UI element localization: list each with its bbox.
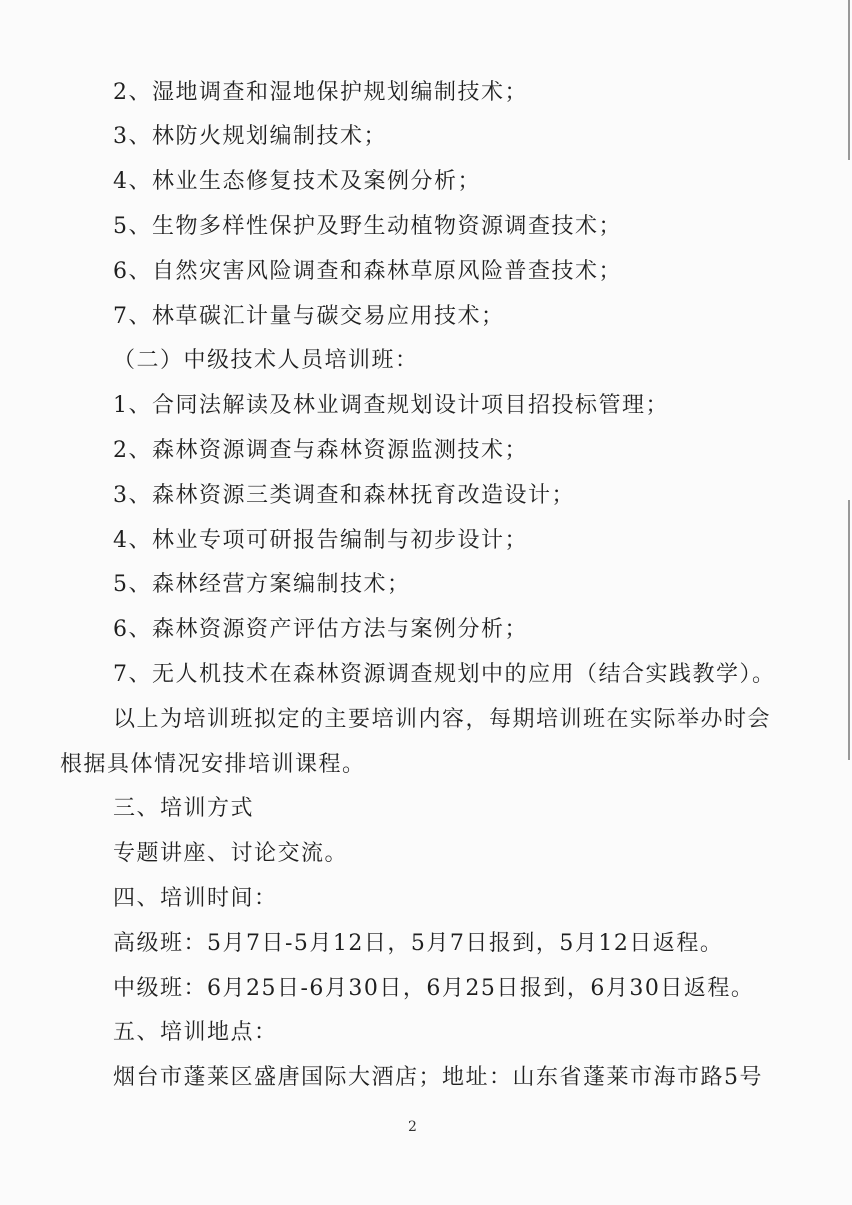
senior-class-schedule: 高级班：5月7日-5月12日，5月7日报到，5月12日返程。: [113, 931, 724, 956]
list-item-feasibility-report: 4、林业专项可研报告编制与初步设计；: [113, 528, 528, 553]
section-heading-intermediate-class: （二）中级技术人员培训班：: [113, 348, 419, 373]
list-item-class-three-survey: 3、森林资源三类调查和森林抚育改造设计；: [113, 483, 575, 508]
paragraph-line-1: 以上为培训班拟定的主要培训内容，每期培训班在实际举办时会: [113, 707, 772, 732]
section-heading-training-method: 三、培训方式: [113, 796, 255, 821]
list-item-contract-law: 1、合同法解读及林业调查规划设计项目招投标管理；: [113, 393, 669, 418]
list-item-disaster-risk: 6、自然灾害风险调查和森林草原风险普查技术；: [113, 259, 622, 284]
page-number: 2: [408, 1119, 417, 1135]
list-item-management-plan: 5、森林经营方案编制技术；: [113, 572, 411, 597]
list-item-fire-prevention: 3、林防火规划编制技术；: [113, 124, 387, 149]
intermediate-class-schedule: 中级班：6月25日-6月30日，6月25日报到，6月30日返程。: [113, 976, 755, 1001]
training-method-text: 专题讲座、讨论交流。: [113, 841, 349, 866]
list-item-wetland-planning: 2、湿地调查和湿地保护规划编制技术；: [113, 80, 528, 105]
list-item-asset-evaluation: 6、森林资源资产评估方法与案例分析；: [113, 617, 528, 642]
section-heading-training-location: 五、培训地点：: [113, 1020, 278, 1045]
paragraph-line-2: 根据具体情况安排培训课程。: [60, 752, 366, 777]
list-item-forest-survey: 2、森林资源调查与森林资源监测技术；: [113, 438, 528, 463]
training-location-address: 烟台市蓬莱区盛唐国际大酒店；地址：山东省蓬莱市海市路5号: [113, 1065, 763, 1090]
section-heading-training-time: 四、培训时间：: [113, 886, 278, 911]
list-item-ecological-restoration: 4、林业生态修复技术及案例分析；: [113, 169, 481, 194]
list-item-biodiversity: 5、生物多样性保护及野生动植物资源调查技术；: [113, 214, 622, 239]
list-item-carbon-sink: 7、林草碳汇计量与碳交易应用技术；: [113, 304, 505, 329]
scan-edge-mark-middle: [848, 500, 850, 760]
list-item-drone-technology: 7、无人机技术在森林资源调查规划中的应用（结合实践教学）。: [113, 662, 776, 687]
scan-edge-mark-top: [848, 0, 850, 160]
